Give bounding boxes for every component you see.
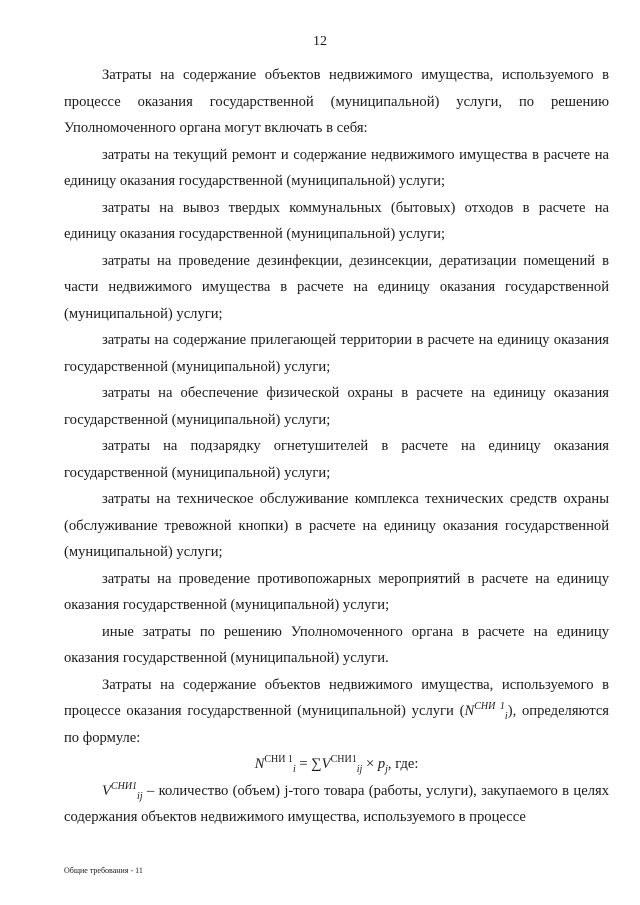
document-body [64,62,609,831]
definition-paragraph [64,778,609,831]
list-item: затраты на техническое обслуживание комплекса технических средств охраны (обслуживание тревожной кнопки) в расчете на единицу оказания государственной (муниципальной) услуги; [64,491,609,560]
page-number: 12 [313,34,327,49]
list-item: затраты на текущий ремонт и содержание недвижимого имущества в расчете на единицу оказания государственной (муниципальной) услуги; [64,146,609,189]
list-item: затраты на проведение дезинфекции, дезинсекции, дератизации помещений в части недвижимого имущества в расчете на единицу оказания государственной (муниципальной) услуги; [64,252,609,322]
list-item: затраты на подзарядку огнетушителей в расчете на единицу оказания государственной (муниципальной) услуги; [64,438,609,481]
inline-variable: $N^{СНИ 1}_i$ [464,701,508,722]
definition-text: – количество (объем) j-того товара (работы, услуги), закупаемого в целях содержания объектов недвижимого имущества, используемого в процессе [64,782,609,825]
formula-intro-text: Затраты на содержание объектов недвижимого имущества, используемого в процессе оказания государственной (муниципальной) услуги ( [64,676,609,719]
formula-intro-end: ), определяются по формуле: [64,703,610,746]
footer-note: Общие требования - 11 [64,866,143,875]
list-item: затраты на вывоз твердых коммунальных (бытовых) отходов в расчете на единицу оказания государственной (муниципальной) услуги; [64,199,609,242]
list-item: иные затраты по решению Уполномоченного органа в расчете на единицу оказания государственной (муниципальной) услуги. [64,623,609,666]
list-item: затраты на содержание прилегающей территории в расчете на единицу оказания государственной (муниципальной) услуги; [64,332,609,375]
list-item: затраты на обеспечение физической охраны в расчете на единицу оказания государственной (муниципальной) услуги; [64,385,609,428]
definition-variable: $V^{СНИ1}_{ij}$ [102,780,143,802]
formula: $N^{СНИ 1}_i = \sum V^{СНИ1}_{ij} \times p_j$, где: [254,754,419,775]
formula-intro-paragraph [64,672,609,752]
list-item: затраты на проведение противопожарных мероприятий в расчете на единицу оказания государственной (муниципальной) услуги; [64,570,609,613]
intro-paragraph: Затраты на содержание объектов недвижимого имущества, используемого в процессе оказания государственной (муниципальной) услуги, по решению Уполномоченного органа могут включать в себя: [64,67,609,136]
